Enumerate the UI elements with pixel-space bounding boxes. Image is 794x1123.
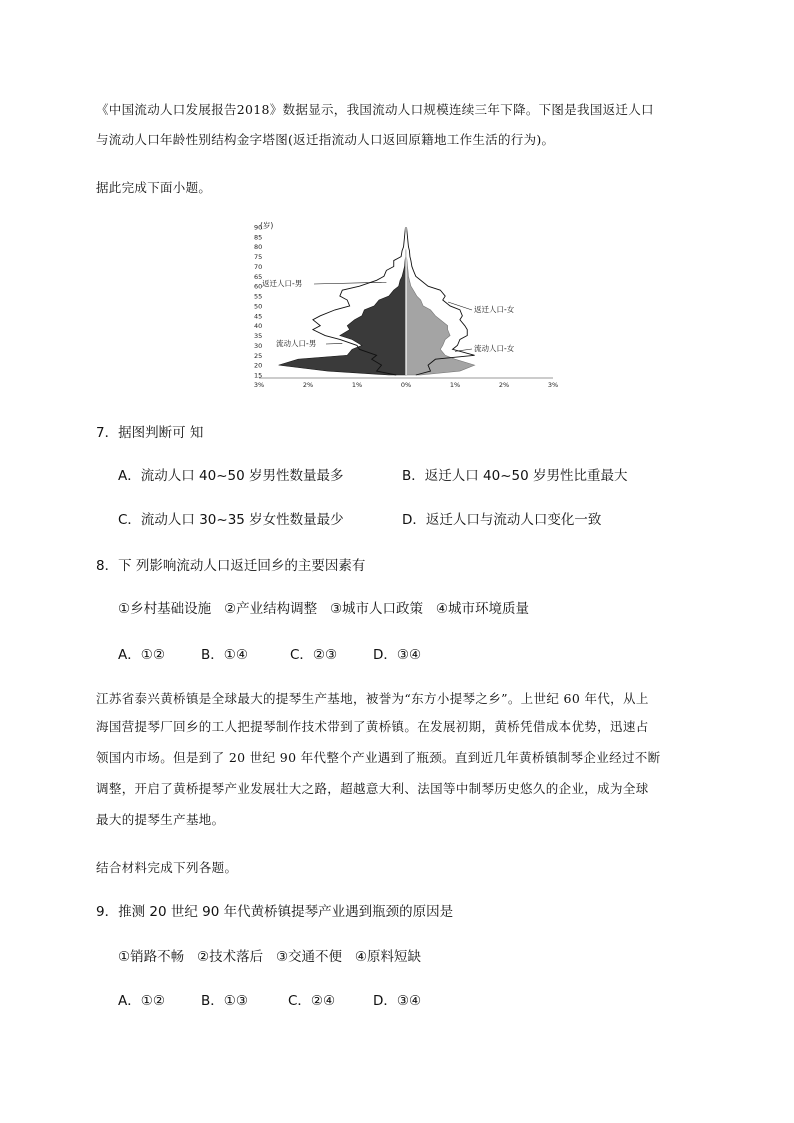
series-annotation: 返迁人口-女 <box>474 305 515 314</box>
material-line-4: 调整，开启了黄桥提琴产业发展壮大之路，超越意大利、法国等中制琴历史悠久的企业，成为全球 <box>96 781 649 796</box>
age-tick-label: 35 <box>254 332 263 341</box>
q9-stem: 9．推测 20 世纪 90 年代黄桥镇提琴产业遇到瓶颈的原因是 <box>96 904 454 920</box>
q9-option-b[interactable]: B．①③ <box>201 993 248 1009</box>
q7-option-a[interactable]: A．流动人口 40~50 岁男性数量最多 <box>118 468 344 484</box>
x-tick-label: 0% <box>400 381 412 389</box>
material-instruction: 结合材料完成下列各题。 <box>96 860 238 875</box>
q7-option-c[interactable]: C．流动人口 30~35 岁女性数量最少 <box>118 512 344 528</box>
intro-instruction: 据此完成下面小题。 <box>96 180 212 195</box>
material-line-5: 最大的提琴生产基地。 <box>96 812 225 827</box>
annotation-leader <box>326 343 342 344</box>
x-tick-label: 3% <box>253 381 265 389</box>
age-tick-label: 25 <box>254 351 263 360</box>
age-axis-label: (岁) <box>260 221 274 230</box>
age-tick-label: 50 <box>254 302 263 311</box>
x-tick-label: 2% <box>302 381 314 389</box>
annotation-leader <box>448 302 472 310</box>
x-tick-label: 2% <box>498 381 510 389</box>
q8-option-a[interactable]: A．①② <box>118 647 165 663</box>
q8-factor-items: ①乡村基础设施 ②产业结构调整 ③城市人口政策 ④城市环境质量 <box>118 601 530 617</box>
series-annotation: 流动人口-男 <box>276 339 317 348</box>
series-annotation: 返迁人口-男 <box>262 279 303 288</box>
age-tick-label: 40 <box>254 322 263 331</box>
intro-line-2: 与流动人口年龄性别结构金字塔图(返迁指流动人口返回原籍地工作生活的行为)。 <box>96 132 555 147</box>
age-tick-label: 90 <box>254 223 263 232</box>
x-tick-label: 3% <box>547 381 558 389</box>
age-tick-label: 80 <box>254 243 263 252</box>
q7-stem: 7．据图判断可 知 <box>96 425 204 441</box>
annotation-leader <box>314 282 386 284</box>
material-line-2: 海国营提琴厂回乡的工人把提琴制作技术带到了黄桥镇。在发展初期，黄桥凭借成本优势，迅速占 <box>96 719 649 734</box>
age-tick-label: 55 <box>254 292 263 301</box>
age-tick-label: 65 <box>254 272 263 281</box>
material-line-3: 领国内市场。但是到了 20 世纪 90 年代整个产业遇到了瓶颈。直到近几年黄桥镇制琴企业经过不断 <box>96 750 661 765</box>
q9-option-c[interactable]: C．②④ <box>288 993 336 1009</box>
q7-option-d[interactable]: D．返迁人口与流动人口变化一致 <box>402 512 602 528</box>
age-tick-label: 75 <box>254 253 263 262</box>
population-pyramid-chart <box>248 215 558 395</box>
material-line-1: 江苏省泰兴黄桥镇是全球最大的提琴生产基地，被誉为“东方小提琴之乡”。上世纪 60 年代，从上 <box>96 691 649 706</box>
age-tick-label: 15 <box>254 371 263 380</box>
age-tick-label: 45 <box>254 312 263 321</box>
q9-option-d[interactable]: D．③④ <box>373 993 422 1009</box>
migrant-male-area <box>279 227 406 375</box>
x-tick-label: 1% <box>351 381 363 389</box>
age-tick-label: 85 <box>254 233 263 242</box>
q9-cause-items: ①销路不畅 ②技术落后 ③交通不便 ④原料短缺 <box>118 949 422 965</box>
age-tick-label: 60 <box>254 282 263 291</box>
age-tick-label: 70 <box>254 262 263 271</box>
q8-stem: 8．下 列影响流动人口返迁回乡的主要因素有 <box>96 558 366 574</box>
q8-option-c[interactable]: C．②③ <box>290 647 338 663</box>
q8-option-b[interactable]: B．①④ <box>201 647 248 663</box>
q7-option-b[interactable]: B．返迁人口 40~50 岁男性比重最大 <box>402 468 628 484</box>
series-annotation: 流动人口-女 <box>474 344 515 353</box>
intro-line-1: 《中国流动人口发展报告2018》数据显示，我国流动人口规模连续三年下降。下图是我国返迁人口 <box>96 102 654 117</box>
annotation-leader <box>455 349 472 351</box>
q9-option-a[interactable]: A．①② <box>118 993 165 1009</box>
q8-option-d[interactable]: D．③④ <box>373 647 422 663</box>
age-tick-label: 20 <box>254 361 263 370</box>
age-tick-label: 30 <box>254 341 263 350</box>
x-tick-label: 1% <box>449 381 461 389</box>
